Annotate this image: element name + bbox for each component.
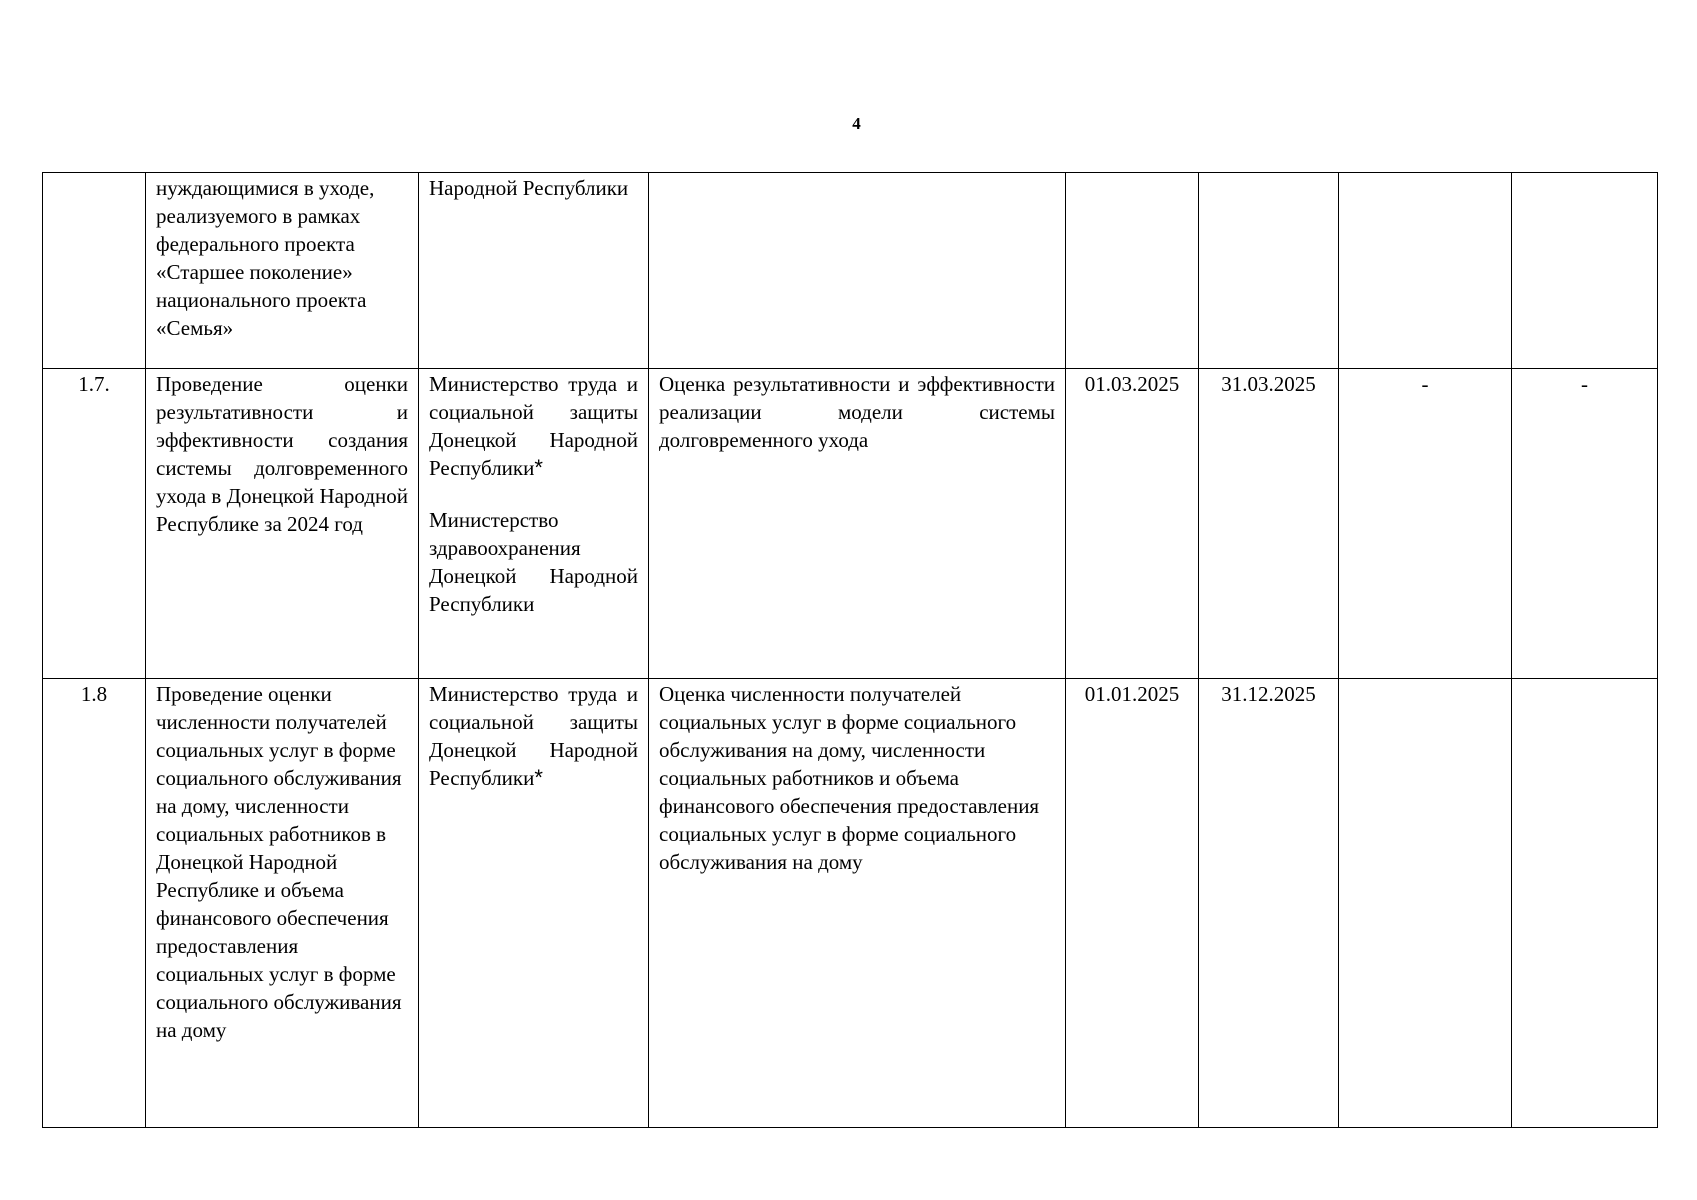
table-row [43,173,1658,369]
cell-result: Оценка численности получателей социальных услуг в форме социального обслуживания на дому, численности социальных работников и объема финансового обеспечения предоставления социальных услуг в форме социального обслуживания на дому [649,679,1066,1128]
executor: Министерство труда и социальной защиты Донецкой Народной Республики* [429,372,638,480]
cell-number [43,173,146,369]
table-row [43,369,1658,679]
cell-end-date [1199,173,1339,369]
cell-column-8: - [1512,369,1658,679]
table-row [43,679,1658,1128]
cell-executors [419,679,649,1128]
action-plan-table [42,172,1658,1128]
executor: Министерство труда и социальной защиты Донецкой Народной Республики* [429,682,638,790]
cell-measure-name: Проведение оценки результативности и эффективности создания системы долговременного ухода в Донецкой Народной Республике за 2024 год [146,369,419,679]
cell-start-date [1066,173,1199,369]
cell-column-8 [1512,679,1658,1128]
cell-result: Оценка результативности и эффективности реализации модели системы долговременного ухода [649,369,1066,679]
cell-executors [419,173,649,369]
cell-end-date: 31.12.2025 [1199,679,1339,1128]
cell-number: 1.7. [43,369,146,679]
page-number: 4 [852,114,861,133]
executor: Министерство здравоохранения Донецкой Народной Республики [429,508,638,616]
cell-measure-name: нуждающимися в уходе, реализуемого в рамках федерального проекта «Старшее поколение» национального проекта «Семья» [146,173,419,369]
cell-start-date: 01.01.2025 [1066,679,1199,1128]
cell-executors [419,369,649,679]
cell-number: 1.8 [43,679,146,1128]
cell-column-7 [1339,679,1512,1128]
cell-column-7: - [1339,369,1512,679]
cell-column-7 [1339,173,1512,369]
cell-start-date: 01.03.2025 [1066,369,1199,679]
cell-measure-name: Проведение оценки численности получателей социальных услуг в форме социального обслуживания на дому, численности социальных работников в Донецкой Народной Республике и объема финансового обеспечения предоставления социальных услуг в форме социального обслуживания на дому [146,679,419,1128]
executor: Народной Республики [429,176,629,200]
cell-column-8 [1512,173,1658,369]
cell-end-date: 31.03.2025 [1199,369,1339,679]
cell-result [649,173,1066,369]
